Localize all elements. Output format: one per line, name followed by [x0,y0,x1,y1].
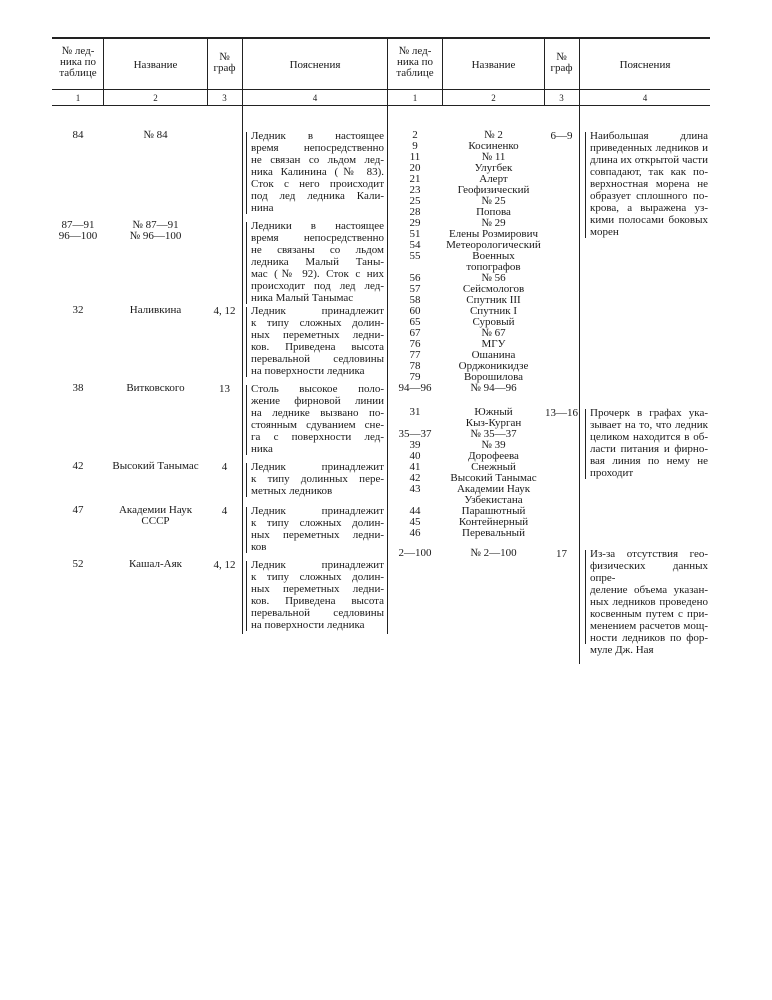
right_block3-note-line: менением расчетов мощ- [590,620,708,632]
row-4-name [104,461,207,472]
right_block2-names-line: Парашютный [461,505,526,517]
right_block2-note [590,407,708,479]
row-0-note-line: ника Калинина (№ 83). [251,166,384,178]
row-4-number [52,461,104,472]
header-col5: № лед- ника по таблице [396,45,434,79]
row-3-note-line: стоянным сдуванием сне- [251,419,384,431]
row-5-note-line: ных переметных ледни- [251,529,384,541]
row-0-number [52,130,104,141]
row-0-name [104,130,207,141]
right_block1-numbers-line: 9 [412,140,418,152]
right_block2-names-line: Дорофеева [468,450,519,462]
row-6-number-line: 52 [72,558,84,570]
row-1-note-line: время непосредственно [251,232,384,244]
right_block1-numbers-line: 25 [409,195,421,207]
row-4-note-bracket [246,463,247,497]
right_block1-numbers-line: 23 [409,184,421,196]
row-5-note-line: ков [251,541,267,553]
right_block3-names [443,548,544,559]
right_block1-note-bracket [585,132,586,238]
row-1-note-line: ника Малый Танымас [251,292,354,304]
row-3-note [251,383,384,455]
right_block2-note-line: зывает на то, что ледник [590,419,708,431]
right_block1-names-line: Косиненко [468,140,519,152]
right_block1-numbers-line: 57 [409,283,421,295]
right_block1-names-line: № 2 [484,129,503,141]
colnum-8: 4 [642,93,648,103]
right_block1-numbers-line: 21 [409,173,421,185]
right_block2-numbers-line: 44 [409,505,421,517]
right_block2-numbers-line: 42 [409,472,421,484]
right_block3-numbers [388,548,442,559]
row-4-graph: 4 [221,461,228,473]
right_block1-names-line: № 29 [481,217,506,229]
right_block1-numbers-line: 60 [409,305,421,317]
row-6-note-line: ков. Приведена высота [251,595,384,607]
header-col8: Пояснения [619,59,671,71]
right_block3-numbers-line: 2—100 [398,547,432,559]
right_block3-graph: 17 [556,548,567,560]
colnum-2: 2 [153,93,158,103]
right_block1-names-line: № 94—96 [470,382,517,394]
right_block3-note-line: муле Дж. Ная [590,644,654,656]
right_block1-names-line: Алерт [479,173,508,185]
right_block1-numbers-line: 11 [409,151,421,163]
right_block2-names-line: Академии Наук [456,483,531,495]
row-3-note-line: ника [251,443,273,455]
right_block2-numbers-line: 40 [409,450,421,462]
right_block1-names-line: Суровый [472,316,515,328]
row-6-note-line: на поверхности ледника [251,619,365,631]
row-3-name-line: Витковского [126,382,185,394]
row-0-name-line: № 84 [143,129,168,141]
right_block1-note-line: кими полосами боковых [590,214,708,226]
right_block1-names-line: № 25 [481,195,506,207]
row-2-graph: 4, 12 [213,305,236,317]
row-3-note-line: га с поверхности лед- [251,431,384,443]
header-col3: № граф [213,51,236,74]
row-0-note [251,130,384,214]
right_block1-names-line: Геофизический [457,184,530,196]
row-3-note-line: жение фирновой линии [251,395,384,407]
right_block2-names [443,407,544,539]
header-col2: Название [133,59,178,71]
right_block1-numbers-line: 76 [409,338,421,350]
row-4-note-line: метных ледников [251,485,333,497]
row-1-note-line: мас (№ 92). Сток с них [251,268,384,280]
row-3-note-line: на леднике вызвано по- [251,407,384,419]
row-5-name [104,505,207,527]
table-top-rule [52,37,710,39]
right_block1-numbers [388,130,442,394]
row-3-graph: 13 [219,383,230,395]
row-5-note-line: к типу сложных долин- [251,517,384,529]
col-divider-3 [242,38,243,634]
row-4-note [251,461,384,497]
row-2-note-bracket [246,307,247,377]
row-5-number [52,505,104,516]
right_block1-note-line: Наибольшая длина [590,130,708,142]
row-6-name [104,559,207,570]
row-6-note [251,559,384,631]
row-6-note-line: ных переметных ледни- [251,583,384,595]
row-0-note-line: нина [251,202,274,214]
right_block1-numbers-line: 20 [409,162,421,174]
row-0-note-line: Ледник в настоящее [251,130,384,142]
right_block1-names-line: Спутник III [466,294,521,306]
right_block2-names-line: Кыз-Курган [465,417,522,429]
row-1-name [104,220,207,242]
row-5-graph: 4 [221,505,228,517]
right_block1-note-line: приведенных ледников и [590,142,708,154]
row-3-number-line: 38 [72,382,84,394]
right_block1-numbers-line: 58 [409,294,421,306]
row-3-note-bracket [246,385,247,455]
right_block3-note-line: ности ледников по фор- [590,632,708,644]
row-0-note-line: Сток с него происходит [251,178,384,190]
right_block1-names-line: № 56 [481,272,506,284]
right_block2-note-bracket [585,409,586,479]
row-2-note-line: ных переметных ледни- [251,329,384,341]
row-0-note-bracket [246,132,247,214]
right_block3-note-line: ных ледников проведено [590,596,708,608]
row-3-number [52,383,104,394]
right_block1-names-line: Метеорологический [446,239,541,251]
right_block1-numbers-line: 65 [409,316,421,328]
right_block2-numbers-line: 31 [409,406,421,418]
right_block1-note-line: крова, а выражена уз- [590,202,708,214]
right_block3-note-line: деление объема указан- [590,584,708,596]
row-5-number-line: 47 [72,504,84,516]
right_block2-names-line: Южный [474,406,513,418]
right_block2-numbers-line: 35—37 [398,428,432,440]
right_block1-numbers-line: 28 [409,206,421,218]
row-2-note-line: Ледник принадлежит [251,305,384,317]
row-6-graph: 4, 12 [213,559,236,571]
right_block3-note-line: Из-за отсутствия гео- [590,548,708,560]
row-0-number-line: 84 [72,129,84,141]
right_block1-names-line: Военных [472,250,515,262]
right_block2-note-line: вая линия по нему не [590,455,708,467]
row-5-note [251,505,384,553]
row-2-note-line: перевальной седловины [251,353,384,365]
right_block2-numbers-line: 41 [409,461,421,473]
row-1-number [52,220,104,242]
header-bottom-rule [52,89,710,90]
right_block2-names-line: Высокий Танымас [450,472,537,484]
right_block2-names-line: Контейнерный [458,516,529,528]
row-1-note-line: происходит под лед лед- [251,280,384,292]
right_block2-names-line: Перевальный [462,527,525,539]
right_block1-names-line: Спутник I [469,305,518,317]
col-divider-7 [579,38,580,664]
row-2-note-line: на поверхности ледника [251,365,365,377]
right_block2-note-line: проходит [590,467,634,479]
right_block1-names [443,130,544,394]
row-4-note-line: Ледник принадлежит [251,461,384,473]
right_block3-names-line: № 2—100 [470,547,517,559]
row-1-name-line: № 87—91 [132,219,179,231]
right_block2-graph: 13—16 [545,407,578,419]
row-4-note-line: к типу долинных пере- [251,473,384,485]
right_block1-numbers-line: 67 [409,327,421,339]
right_block1-note-line: образует сплошного по- [590,190,708,202]
right_block1-names-line: Елены Розмирович [448,228,539,240]
header-col6: Название [471,59,516,71]
numbers-bottom-rule [52,105,710,106]
right_block1-numbers-line: 77 [409,349,421,361]
row-6-note-bracket [246,561,247,631]
row-2-name-line: Наливкина [129,304,182,316]
right_block1-names-line: Улугбек [474,162,513,174]
right_block1-names-line: Сейсмологов [462,283,525,295]
row-2-number-line: 32 [72,304,84,316]
row-1-note-bracket [246,222,247,304]
row-6-name-line: Кашал-Аяк [128,558,183,570]
row-0-note-line: время непосредственно [251,142,384,154]
row-1-note-line: ледника Малый Таны- [251,256,384,268]
right_block1-names-line: Попова [476,206,511,218]
colnum-7: 3 [559,93,564,103]
row-5-name-line: Академии Наук [118,504,193,516]
row-2-note-line: к типу сложных долин- [251,317,384,329]
right_block2-note-line: ласти питания и фирно- [590,443,708,455]
row-3-note-line: Столь высокое поло- [251,383,384,395]
row-3-name [104,383,207,394]
right_block2-numbers [388,407,442,539]
right_block1-names-line: Орджоникидзе [458,360,529,372]
right_block1-numbers-line: 29 [409,217,421,229]
right_block1-numbers-line: 79 [409,371,421,383]
row-5-name-line: СССР [141,515,170,527]
right_block2-names-line: Узбекистана [464,494,523,506]
right_block2-names-line: № 35—37 [470,428,517,440]
row-0-note-line: под лед ледника Кали- [251,190,384,202]
row-6-note-line: перевальной седловины [251,607,384,619]
row-2-note-line: ков. Приведена высота [251,341,384,353]
right_block1-names-line: МГУ [481,338,506,350]
row-2-note [251,305,384,377]
colnum-5: 1 [412,93,418,103]
right_block1-note [590,130,708,238]
header-col7: № граф [550,51,573,74]
colnum-6: 2 [491,93,496,103]
right_block2-names-line: Снежный [471,461,516,473]
header-col1: № лед- ника по таблице [59,45,97,79]
right_block3-note-line: косвенным путем с при- [590,608,708,620]
right_block1-note-line: длина их открытой части [590,154,708,166]
colnum-3: 3 [222,93,227,103]
right_block2-numbers-line: 45 [409,516,421,528]
row-4-name-line: Высокий Танымас [112,460,199,472]
row-4-number-line: 42 [72,460,84,472]
row-1-name-line: № 96—100 [129,230,182,242]
row-6-note-line: Ледник принадлежит [251,559,384,571]
right_block1-names-line: Ошанина [471,349,516,361]
row-1-number-line: 96—100 [58,230,98,242]
right_block1-numbers-line: 94—96 [398,382,432,394]
row-2-name [104,305,207,316]
right_block1-numbers-line: 78 [409,360,421,372]
right_block1-graph: 6—9 [550,130,573,142]
right_block1-names-line: № 11 [481,151,506,163]
right_block2-names-line: № 39 [481,439,506,451]
right_block1-note-line: морен [590,226,619,238]
header-col4: Пояснения [289,59,341,71]
right_block2-numbers-line: 39 [409,439,421,451]
row-6-number [52,559,104,570]
colnum-1: 1 [75,93,81,103]
row-6-note-line: к типу сложных долин- [251,571,384,583]
right_block1-note-line: совпадают, так как по- [590,166,708,178]
row-1-number-line: 87—91 [61,219,95,231]
right_block2-note-line: целиком находится в об- [590,431,708,443]
right_block2-numbers-line: 43 [409,483,421,495]
right_block2-note-line: Прочерк в графах ука- [590,407,708,419]
row-1-note-line: Ледники в настоящее [251,220,384,232]
right_block1-names-line: топографов [466,261,521,273]
row-1-note [251,220,384,304]
colnum-4: 4 [312,93,318,103]
right_block1-numbers-line: 51 [409,228,421,240]
row-0-note-line: не связан со льдом лед- [251,154,384,166]
right_block1-note-line: верхностная морена не [590,178,708,190]
right_block3-note-line: физических данных опре- [590,560,708,584]
right_block1-numbers-line: 56 [409,272,421,284]
row-5-note-bracket [246,507,247,553]
right_block1-names-line: Ворошилова [463,371,524,383]
right_block2-numbers-line: 46 [409,527,421,539]
right_block3-note [590,548,708,656]
right_block1-numbers-line: 2 [412,129,418,141]
right_block1-numbers-line: 55 [409,250,421,262]
right_block3-note-bracket [585,550,586,644]
right_block1-numbers-line: 54 [409,239,421,251]
row-2-number [52,305,104,316]
row-1-note-line: не связаны со льдом [251,244,384,256]
right_block1-names-line: № 67 [481,327,506,339]
row-5-note-line: Ледник принадлежит [251,505,384,517]
